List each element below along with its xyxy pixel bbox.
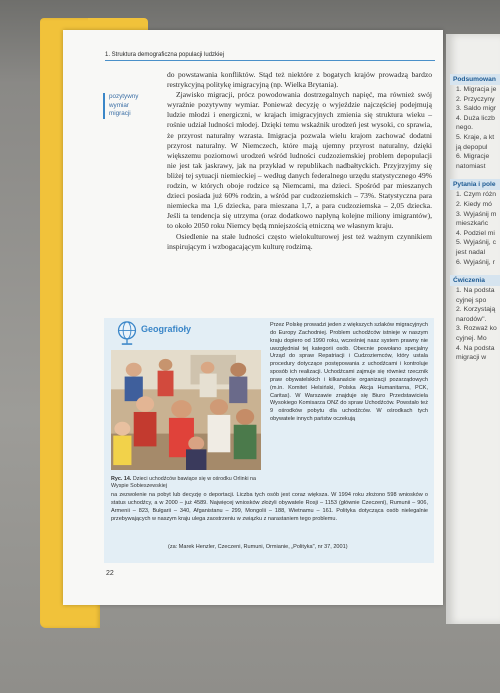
list-item: 4. Na podsta: [456, 344, 495, 352]
list-item: 4. Duża liczb: [456, 114, 495, 122]
running-head: 1. Struktura demograficzna populacji ludzkiej: [105, 52, 435, 61]
list-item: 6. Migracje: [456, 153, 490, 161]
list-item: narodów".: [456, 315, 487, 323]
list-item: 3. Wyjaśnij m: [456, 210, 497, 218]
list-item: 3. Rozważ ko: [456, 325, 497, 333]
list-item: 1. Czym różn: [456, 191, 497, 199]
globe-icon: [116, 320, 138, 346]
list-item: 5. Wyjaśnij, c: [456, 239, 496, 247]
list-item: 5. Kraje, a kt: [456, 133, 495, 141]
margin-note: [103, 93, 159, 119]
caption-text: Dzieci uchodźców bawiące się w ośrodku Orlinki na Wyspie Sobieszewskiej: [111, 476, 257, 489]
geografioly-box: [104, 318, 434, 563]
list-item: natomiast: [456, 162, 486, 170]
main-text: [167, 70, 432, 252]
list-item: 2. Korzystają: [456, 306, 496, 314]
list-item: 2. Przyczyny: [456, 95, 495, 103]
list-item: cyjnej spo: [456, 296, 487, 304]
section-title: Podsumowan: [450, 74, 500, 85]
section-title: Ćwiczenia: [450, 275, 500, 286]
list-item: cyjnej. Mo: [456, 335, 487, 343]
margin-note-line: migracji: [109, 110, 131, 118]
box-text-full: na zezwolenie na pobyt lub decyzję o deportacji. Liczba tych osób jest coraz większa. W 1994 roku złożono 598 wniosków o status uchodźcy, a w 2000 – już 4589. Najwięcej wniosków złożyli obywatele Rosji – 1153 (głównie Czeczeni), Rumunii – 906, Armenii – 823, Bułgarii – 340, Afganistanu – 299, Mongolii – 188, Wietnamu – 161. Polityka dotycząca osób nielegalnie przebywających w naszym kraju ulega zaostrzeniu w związku z narastaniem tego problemu.: [111, 492, 428, 522]
margin-note-line: pozytywny: [109, 93, 139, 100]
list-item: jest nadal: [456, 248, 486, 256]
figure-caption: [111, 476, 261, 490]
list-item: ją depopul: [456, 143, 488, 151]
list-item: 3. Saldo migr: [456, 105, 497, 113]
margin-note-line: wymiar: [109, 101, 129, 109]
list-item: 2. Kiedy mó: [456, 200, 492, 208]
caption-label: Ryc. 14.: [111, 476, 132, 482]
paragraph: Zjawisko migracji, prócz powodowania dostrzegalnych napięć, ma również swój wyraźnie pozytywny wymiar. Ponieważ decyzję o wyjeździe najczęściej podejmują ludzie młodzi i energiczni, w krajach imigracyjnych zmienia się struktura wieku – rośnie udział ludności młodej. Dzięki temu wskaźnik urodzeń jest wysoki, co sprawia, że przyrost naturalny wzrasta. Imigracja pozwala wielu krajom zachować dodatni przyrost naturalny. W Niemczech, które mają ujemny przyrost naturalny, dzięki większemu poziomowi urodzeń wśród ludności cudzoziemskiej problem depopulacji nie jest tak jaskrawy, jak na przykład w republikach nadbałtyckich. Przyjrzyjmy się bliżej tej sytuacji niemieckiej – według danych federalnego urzędu statystycznego 49% rodzin, w których oboje rodzice są Niemcami, ma dzieci. Spośród par mieszanych dzieci posiada już 60% rodzin, a wśród par cudzoziemskich – 73%. Statystyczna para niemiecka ma 1,6 dziecka, para mieszana 1,7, a para cudzoziemska – 2,05 dziecka. Jeśli ta tendencja się utrzyma (oraz dodatkowo napłyną kolejne miliony imigrantów), to około 2050 roku Niemcy będą mniejszością etniczną we własnym kraju.: [167, 90, 432, 231]
box-text-side: Przez Polskę prowadzi jeden z większych szlaków migracyjnych do Europy Zachodniej. Problem uchodźców istnieje w naszym kraju dopiero od 1990 roku, wcześniej nasz system prawny nie uwzględniał tej kategorii osób. Obecnie powołano specjalny Urząd do spraw Repatriacji i Cudzoziemców, który ustala procedury dotyczące postępowania z uchodźcami i kontroluje sposób ich realizacji. Uchodźcami zajmuje się również rzecznik praw obywatelskich i kilkanaście organizacji pozarządowych (m.in. Komitet Helsiński, Polska Akcja Humanitarna, PCK, Caritas). W Warszawie znajduje się Biuro Przedstawiciela Wysokiego Komisarza ONZ do spraw Uchodźców. Powstało też 9 ośrodków pobytu dla uchodźców. W ośrodkach tych obywatele innych państw oczekują: [270, 322, 428, 423]
section-title: Pytania i pole: [450, 179, 500, 190]
list-item: 4. Podziel mi: [456, 229, 495, 237]
book-page-right: [446, 34, 500, 624]
box-title: Geografioły: [141, 324, 192, 334]
paragraph: do powstawania konfliktów. Stąd też niektóre z bogatych krajów prowadzą bardzo restrykcyjną politykę imigracyjną (np. Wielka Brytania).: [167, 70, 432, 90]
list-item: 6. Wyjaśnij, r: [456, 258, 495, 266]
list-item: 1. Na podsta: [456, 287, 495, 295]
paragraph: Osiedlenie na stałe ludności często wielokulturowej jest też ważnym czynnikiem inspirującym i wzbogacającym kulturę rodzimą.: [167, 231, 432, 251]
list-item: nego.: [456, 124, 474, 132]
list-item: mieszkańc: [456, 220, 489, 228]
refugee-children-photo: [111, 350, 261, 470]
box-source: (za: Marek Henzler, Czeczeni, Rumuni, Ormianie, „Polityka", nr 37, 2001): [168, 544, 348, 550]
page-number: 22: [106, 570, 114, 577]
list-item: migracji w: [456, 354, 487, 362]
list-item: 1. Migracja je: [456, 86, 497, 93]
